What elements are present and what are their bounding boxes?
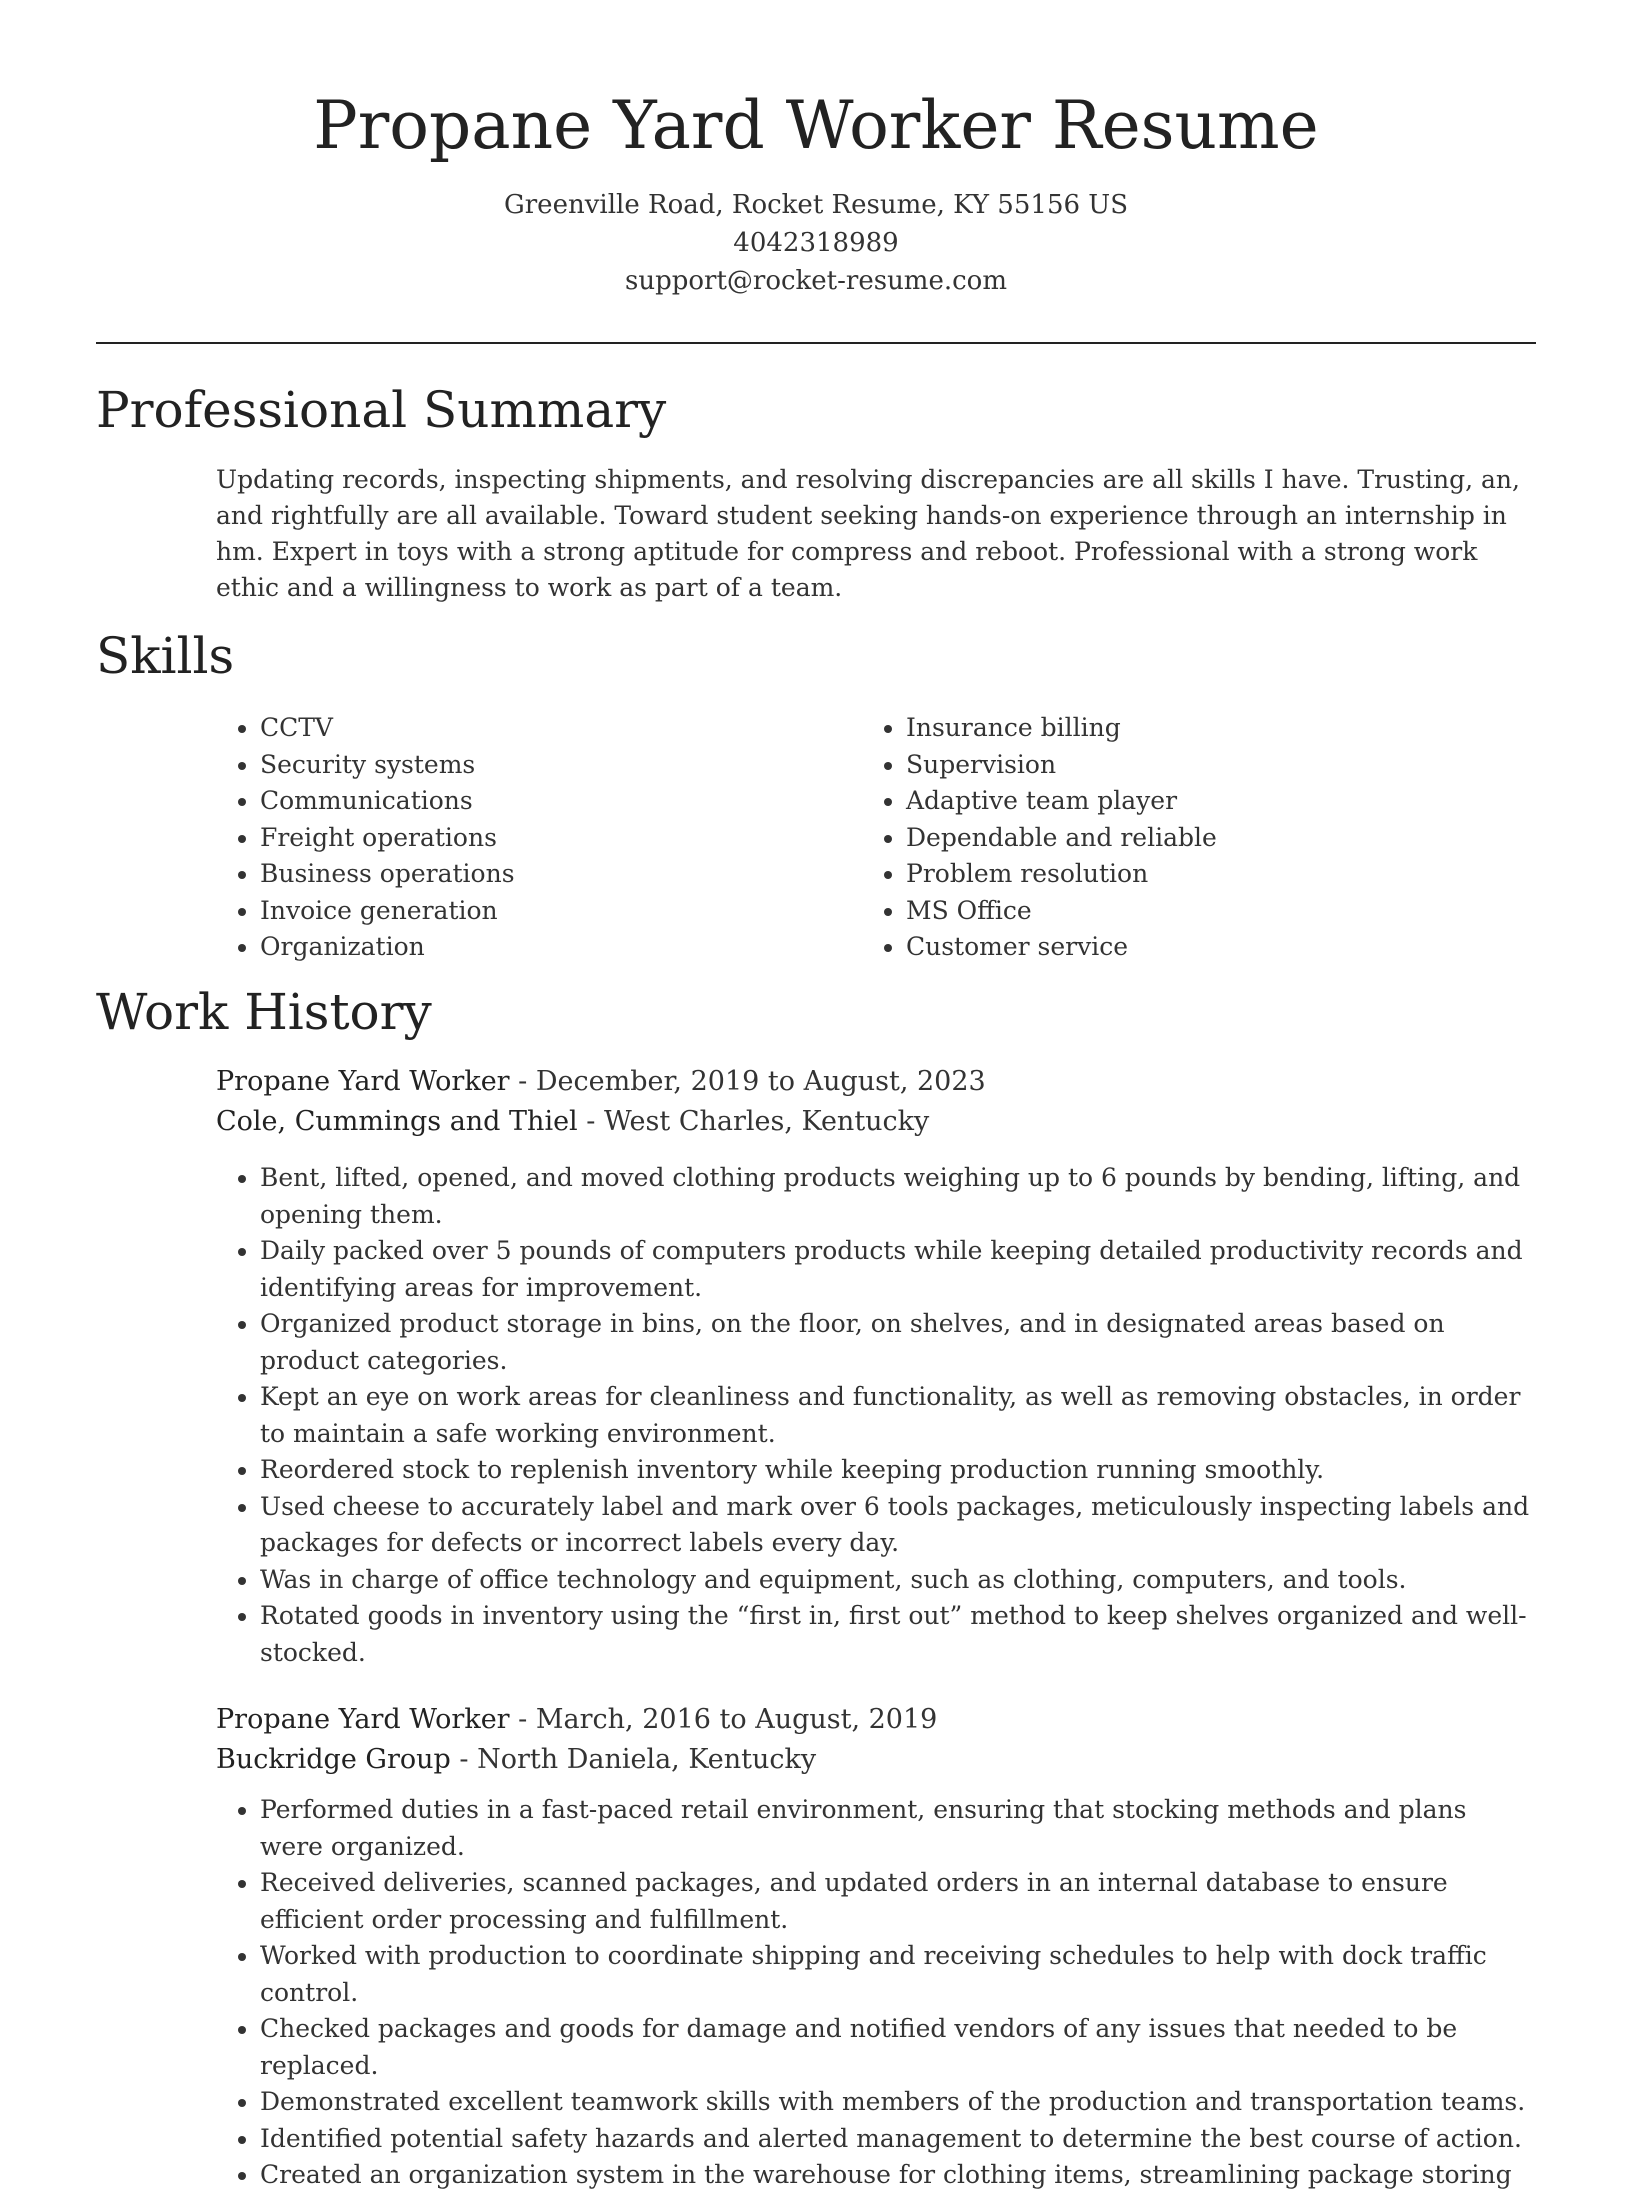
job-bullet: • Worked with production to coordinate shipping and receiving schedules to help with dock traffic control. xyxy=(260,1938,1536,2011)
header-divider xyxy=(96,342,1536,344)
contact-address: Greenville Road, Rocket Resume, KY 55156 US xyxy=(503,190,1129,220)
job-company: Cole, Cummings and Thiel xyxy=(216,1106,578,1137)
resume-header xyxy=(0,78,1632,300)
skill-item: • Invoice generation xyxy=(260,893,860,930)
job-bullet: • Received deliveries, scanned packages, and updated orders in an internal database to ensure efficient order processing and fulfillment. xyxy=(260,1865,1536,1938)
job-bullet: • Kept an eye on work areas for cleanliness and functionality, as well as removing obstacles, in order to maintain a safe working environment. xyxy=(260,1379,1536,1452)
work-history-heading: Work History xyxy=(96,983,432,1041)
job-title: Propane Yard Worker xyxy=(216,1066,510,1097)
skill-item: • Security systems xyxy=(260,747,860,784)
skills-list-right xyxy=(862,710,1506,966)
summary-heading: Professional Summary xyxy=(96,381,667,439)
skill-item: • Customer service xyxy=(906,929,1506,966)
job-bullet: • Checked packages and goods for damage and notified vendors of any issues that needed to be replaced. xyxy=(260,2011,1536,2084)
skill-item: • Organization xyxy=(260,929,860,966)
job-location: North Daniela, Kentucky xyxy=(477,1744,817,1775)
skill-item: • Freight operations xyxy=(260,820,860,857)
job-dates: March, 2016 to August, 2019 xyxy=(535,1704,938,1735)
job-title-line: Propane Yard Worker - December, 2019 to August, 2023 xyxy=(216,1066,986,1097)
skill-item: • MS Office xyxy=(906,893,1506,930)
job-bullet: • Rotated goods in inventory using the “first in, first out” method to keep shelves organized and well-stocked. xyxy=(260,1598,1536,1671)
skill-item: • Supervision xyxy=(906,747,1506,784)
job-dates: December, 2019 to August, 2023 xyxy=(535,1066,986,1097)
contact-block xyxy=(0,186,1632,300)
job-bullet: • Daily packed over 5 pounds of computers products while keeping detailed productivity records and identifying areas for improvement. xyxy=(260,1233,1536,1306)
job-title-line: Propane Yard Worker - March, 2016 to August, 2019 xyxy=(216,1704,938,1735)
job-title: Propane Yard Worker xyxy=(216,1704,510,1735)
summary-text: Updating records, inspecting shipments, and resolving discrepancies are all skills I have. Trusting, an, and rightfully are all available. Toward student seeking hands-on experience through an internship in hm. Expert in toys with a strong aptitude for compress and reboot. Professional with a strong work ethic and a willingness to work as part of a team. xyxy=(216,465,1520,602)
skills-list-left xyxy=(216,710,860,966)
skill-item: • Insurance billing xyxy=(906,710,1506,747)
job-bullets xyxy=(216,1160,1536,1671)
contact-phone: 4042318989 xyxy=(733,228,899,258)
job-bullet: • Bent, lifted, opened, and moved clothing products weighing up to 6 pounds by bending, lifting, and opening them. xyxy=(260,1160,1536,1233)
skill-item: • Adaptive team player xyxy=(906,783,1506,820)
job-bullet: • Identified potential safety hazards and alerted management to determine the best course of action. xyxy=(260,2121,1536,2158)
job-bullet: • Reordered stock to replenish inventory while keeping production running smoothly. xyxy=(260,1452,1536,1489)
contact-email: support@rocket-resume.com xyxy=(624,266,1007,296)
job-bullet: • Used cheese to accurately label and mark over 6 tools packages, meticulously inspecting labels and packages for defects or incorrect labels every day. xyxy=(260,1489,1536,1562)
job-bullets xyxy=(216,1792,1536,2194)
job-bullet: • Was in charge of office technology and equipment, such as clothing, computers, and tools. xyxy=(260,1562,1536,1599)
skill-item: • Communications xyxy=(260,783,860,820)
job-bullet: • Created an organization system in the warehouse for clothing items, streamlining package storing xyxy=(260,2157,1536,2194)
skills-heading: Skills xyxy=(96,627,235,685)
job-company-line: Buckridge Group - North Daniela, Kentucky xyxy=(216,1744,817,1775)
job-bullet: • Demonstrated excellent teamwork skills with members of the production and transportation teams. xyxy=(260,2084,1536,2121)
skill-item: • Problem resolution xyxy=(906,856,1506,893)
skill-item: • Business operations xyxy=(260,856,860,893)
skill-item: • Dependable and reliable xyxy=(906,820,1506,857)
job-company-line: Cole, Cummings and Thiel - West Charles, Kentucky xyxy=(216,1106,930,1137)
resume-title: Propane Yard Worker Resume xyxy=(313,87,1319,164)
skill-item: • CCTV xyxy=(260,710,860,747)
job-bullet: • Performed duties in a fast-paced retail environment, ensuring that stocking methods and plans were organized. xyxy=(260,1792,1536,1865)
job-bullet: • Organized product storage in bins, on the floor, on shelves, and in designated areas based on product categories. xyxy=(260,1306,1536,1379)
job-location: West Charles, Kentucky xyxy=(604,1106,930,1137)
job-company: Buckridge Group xyxy=(216,1744,451,1775)
